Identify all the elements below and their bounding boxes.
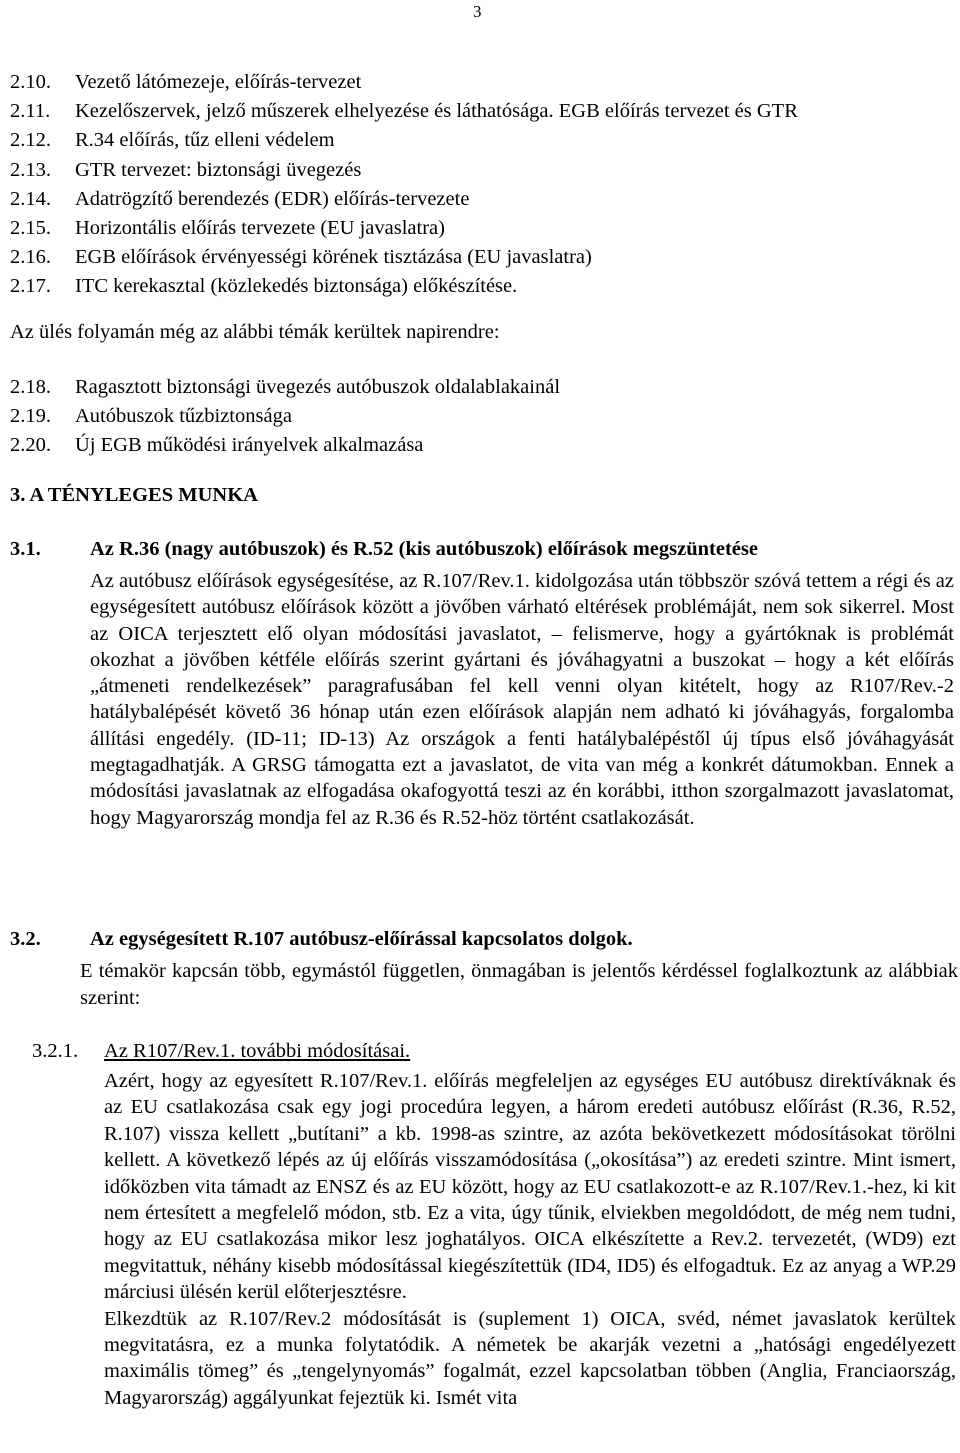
item-number: 2.13. [10,158,51,181]
additional-agenda-list [10,373,560,461]
paragraph-text: Az autóbusz előírások egységesítése, az R.107/Rev.1. kidolgozása után többször szóvá tettem a régi és az egységesített autóbusz előírások között a jövőben várható eltérések problémáját, nem sok sikerrel. Most az OICA terjesztett elő olyan módosítási javaslatot, – felismerve, hogy a gyártóknak is problémát okozhat a jövőben kétféle előírás szerint gyártani és jóváhagyatni a buszokat – hogy a két előírás „átmeneti rendelkezések” paragrafusában fel kell venni olyan kitételt, hogy az R107/Rev.-2 hatálybalépését követő 36 hónap után ezen előírások alapján nem adható ki jóváhagyás, forgalomba állítási engedély. (ID-11; ID-13) Az országok a fenti hatálybalépéstől új típus első jóváhagyását megtagadhatják. A GRSG támogatta ezt a javaslatot, de vita van még a konkrét dátumokban. Ennek a módosítási javaslatnak az elfogadása okafogyottá teszi az én korábbi, itthon szorgalmazott javaslatomat, hogy Magyarország mondja fel az R.36 és R.52-höz történt csatlakozását. [90,570,954,829]
list-item [10,272,798,301]
item-text: Vezető látómezeje, előírás-tervezet [75,71,362,93]
item-number: 2.16. [10,246,51,269]
list-item [10,185,798,214]
paragraph [80,958,958,1011]
item-number: 2.10. [10,71,51,93]
item-number: 2.11. [10,100,51,123]
item-text: GTR tervezet: biztonsági üvegezés [75,158,362,181]
item-number: 2.18. [10,376,51,398]
item-number: 2.14. [10,187,51,210]
subsection-heading [10,928,633,951]
item-text: Autóbuszok tűzbiztonsága [75,405,292,428]
subsection-heading [10,538,758,561]
list-item [10,68,798,97]
agenda-list [10,68,798,302]
paragraph [90,568,954,831]
paragraph-text: E témakör kapcsán több, egymástól független, önmagában is jelentős kérdéssel foglalkoztunk az alábbiak szerint: [80,960,958,1009]
item-text: R.34 előírás, tűz elleni védelem [75,129,335,152]
paragraph-text: Elkezdtük az R.107/Rev.2 módosítását is (suplement 1) OICA, svéd, német javaslatok kerültek megvitatásra, ez a munka folytatódik. A németek be akarják vezetni a „hatósági engedélyezett maximális tömeg” és „tengelynyomás” fogalmát, ezzel kapcsolatban többen (Anglia, Franciaország, Magyarország) aggályunkat fejeztük ki. Ismét vita [104,1307,956,1409]
item-text: EGB előírások érvényességi körének tisztázása (EU javaslatra) [75,246,592,269]
item-number: 2.15. [10,216,51,239]
item-number: 2.17. [10,275,51,298]
item-number: 2.12. [10,129,51,152]
list-item [10,373,560,402]
paragraph-text: Azért, hogy az egyesített R.107/Rev.1. előírás megfeleljen az egységes EU autóbusz direktíváknak és az EU csatlakozása csak egy jogi procedúra legyen, a három eredeti autóbusz előírást (R.36, R.52, R.107) vissza kellett „butítani” a kb. 1998-as szintre, az azóta bekövetkezett módosításokat törölni kellett. A következő lépés az új előírás visszamódosítása („okosítása”) az eredeti szintre. Mint ismert, időközben vita támadt az ENSZ és az EU között, hogy az EU csatlakozott-e az R.107/Rev.1.-hez, ki kit nem értesített a megfelelő módon, stb. Ez a vita, úgy tűnik, elviekben megoldódott, de még nem tudni, hogy az EU csatlakozása mikor lesz joghatályos. OICA elkészítette a Rev.2. tervezetét, (WD9) ezt megvitattuk, néhány kisebb módosítással kiegészítettük (ID4, ID5) és elfogadtuk. Ez az anyag a WP.29 márciusi ülésén kerül előterjesztésre. [104,1070,956,1304]
intro-text: Az ülés folyamán még az alábbi témák kerültek napirendre: [10,321,500,343]
list-item [10,126,798,155]
item-text: Új EGB működési irányelvek alkalmazása [75,434,424,457]
subsubsection-number: 3.2.1. [32,1040,79,1062]
subsubsection-heading [32,1040,410,1063]
item-number: 2.19. [10,405,51,428]
list-item [10,97,798,126]
section-heading: 3. A TÉNYLEGES MUNKA [10,484,258,506]
list-item [10,214,798,243]
subsection-title: Az egységesített R.107 autóbusz-előírással kapcsolatos dolgok. [90,928,633,950]
list-item [10,402,560,431]
item-text: Kezelőszervek, jelző műszerek elhelyezése és láthatósága. EGB előírás tervezet és GTR [75,100,798,123]
item-text: ITC kerekasztal (közlekedés biztonsága) előkészítése. [75,275,518,298]
subsection-title: Az R.36 (nagy autóbuszok) és R.52 (kis autóbuszok) előírások megszüntetése [90,538,758,560]
list-item [10,156,798,185]
item-number: 2.20. [10,434,51,457]
paragraph [104,1068,956,1411]
list-item [10,431,560,460]
subsection-number: 3.2. [10,928,41,950]
list-item [10,243,798,272]
page-number: 3 [473,2,482,21]
subsection-number: 3.1. [10,538,41,560]
subsubsection-title: Az R107/Rev.1. további módosításai. [104,1040,411,1062]
item-text: Adatrögzítő berendezés (EDR) előírás-tervezete [75,187,470,210]
item-text: Horizontális előírás tervezete (EU javaslatra) [75,216,445,239]
item-text: Ragasztott biztonsági üvegezés autóbuszok oldalablakainál [75,376,561,398]
